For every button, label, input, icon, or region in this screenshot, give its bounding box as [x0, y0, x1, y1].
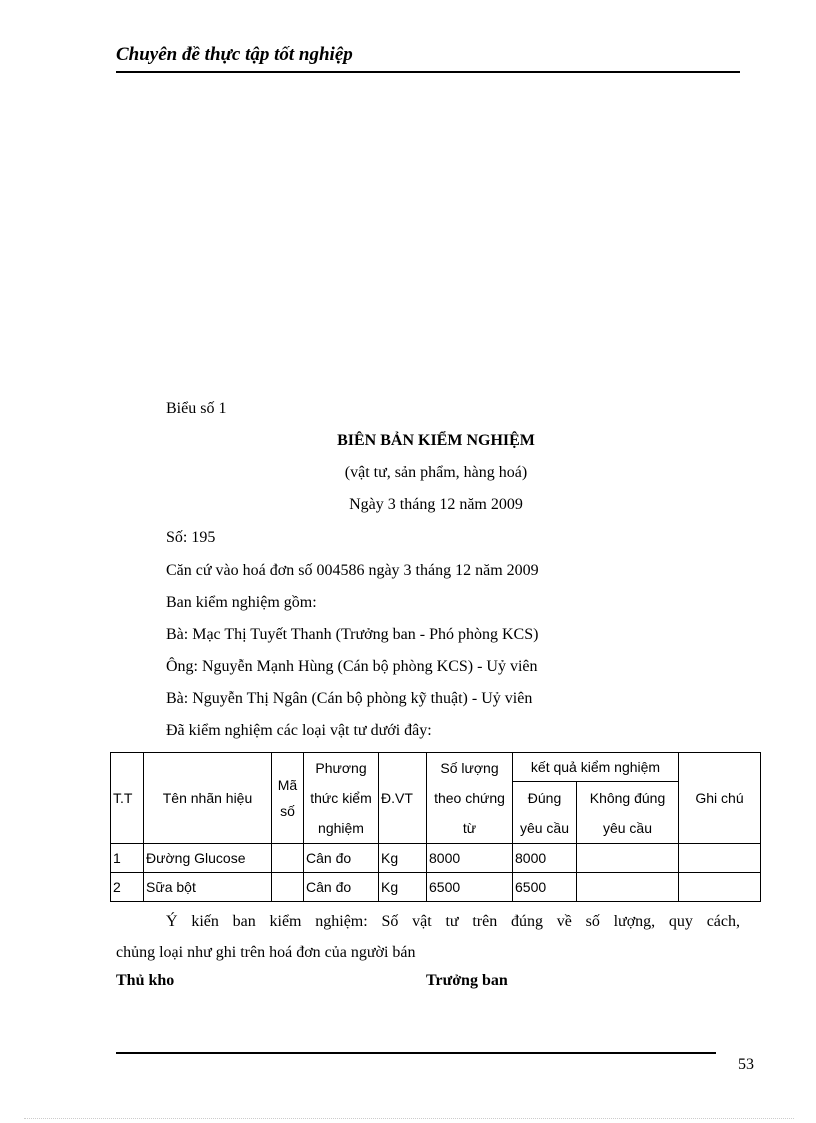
board-member: Bà: Mạc Thị Tuyết Thanh (Trưởng ban - Phó phòng KCS)	[166, 626, 539, 643]
cell-unit: Kg	[379, 873, 427, 902]
header-ok: Đúng yêu cầu	[513, 782, 577, 844]
header-note: Ghi chú	[679, 753, 761, 844]
board-member: Ông: Nguyễn Mạnh Hùng (Cán bộ phòng KCS) - Uỷ viên	[166, 658, 538, 675]
header-not-ok: Không đúng yêu cầu	[577, 782, 679, 844]
page-edge-divider	[24, 1118, 794, 1119]
cell-method: Cân đo	[304, 844, 379, 873]
board-opinion	[116, 906, 740, 968]
header-result: kết quả kiểm nghiệm	[513, 753, 679, 782]
table-row	[111, 844, 761, 873]
cell-method: Cân đo	[304, 873, 379, 902]
header-code: Mã số	[272, 753, 304, 844]
cell-note	[679, 873, 761, 902]
document-number: Số: 195	[166, 529, 216, 546]
header-name: Tên nhãn hiệu	[144, 753, 272, 844]
header-qty-doc: Số lượng theo chứng từ	[427, 753, 513, 844]
page-number: 53	[738, 1056, 754, 1073]
cell-code	[272, 873, 304, 902]
cell-qty-doc: 8000	[427, 844, 513, 873]
cell-qty-doc: 6500	[427, 873, 513, 902]
table-row	[111, 873, 761, 902]
opinion-line: chủng loại như ghi trên hoá đơn của người bán	[116, 944, 416, 961]
board-member: Bà: Nguyễn Thị Ngân (Cán bộ phòng kỹ thuật) - Uỷ viên	[166, 690, 533, 707]
cell-ok: 6500	[513, 873, 577, 902]
document-subtitle: (vật tư, sản phẩm, hàng hoá)	[344, 464, 528, 481]
signature-head: Trưởng ban	[426, 972, 508, 989]
cell-name: Đường Glucose	[144, 844, 272, 873]
form-label: Biểu số 1	[166, 400, 227, 417]
header-unit: Đ.VT	[379, 753, 427, 844]
header-tt: T.T	[111, 753, 144, 844]
opinion-line: Ý kiến ban kiểm nghiệm: Số vật tư trên đúng về số lượng, quy cách,	[166, 913, 740, 930]
invoice-basis: Căn cứ vào hoá đơn số 004586 ngày 3 tháng 12 năm 2009	[166, 562, 539, 579]
cell-not-ok	[577, 873, 679, 902]
document-title: BIÊN BẢN KIỂM NGHIỆM	[337, 432, 535, 449]
inspection-table	[110, 752, 761, 902]
inspected-intro: Đã kiểm nghiệm các loại vật tư dưới đây:	[166, 722, 432, 739]
cell-unit: Kg	[379, 844, 427, 873]
page-header-title: Chuyên đề thực tập tốt nghiệp	[116, 44, 740, 73]
document-date: Ngày 3 tháng 12 năm 2009	[349, 496, 523, 513]
cell-name: Sữa bột	[144, 873, 272, 902]
footer-divider	[116, 1052, 716, 1054]
cell-ok: 8000	[513, 844, 577, 873]
cell-note	[679, 844, 761, 873]
cell-tt: 1	[111, 844, 144, 873]
cell-tt: 2	[111, 873, 144, 902]
signature-storekeeper: Thủ kho	[116, 972, 175, 989]
cell-code	[272, 844, 304, 873]
cell-not-ok	[577, 844, 679, 873]
header-method: Phương thức kiểm nghiệm	[304, 753, 379, 844]
board-intro: Ban kiểm nghiệm gồm:	[166, 594, 317, 611]
